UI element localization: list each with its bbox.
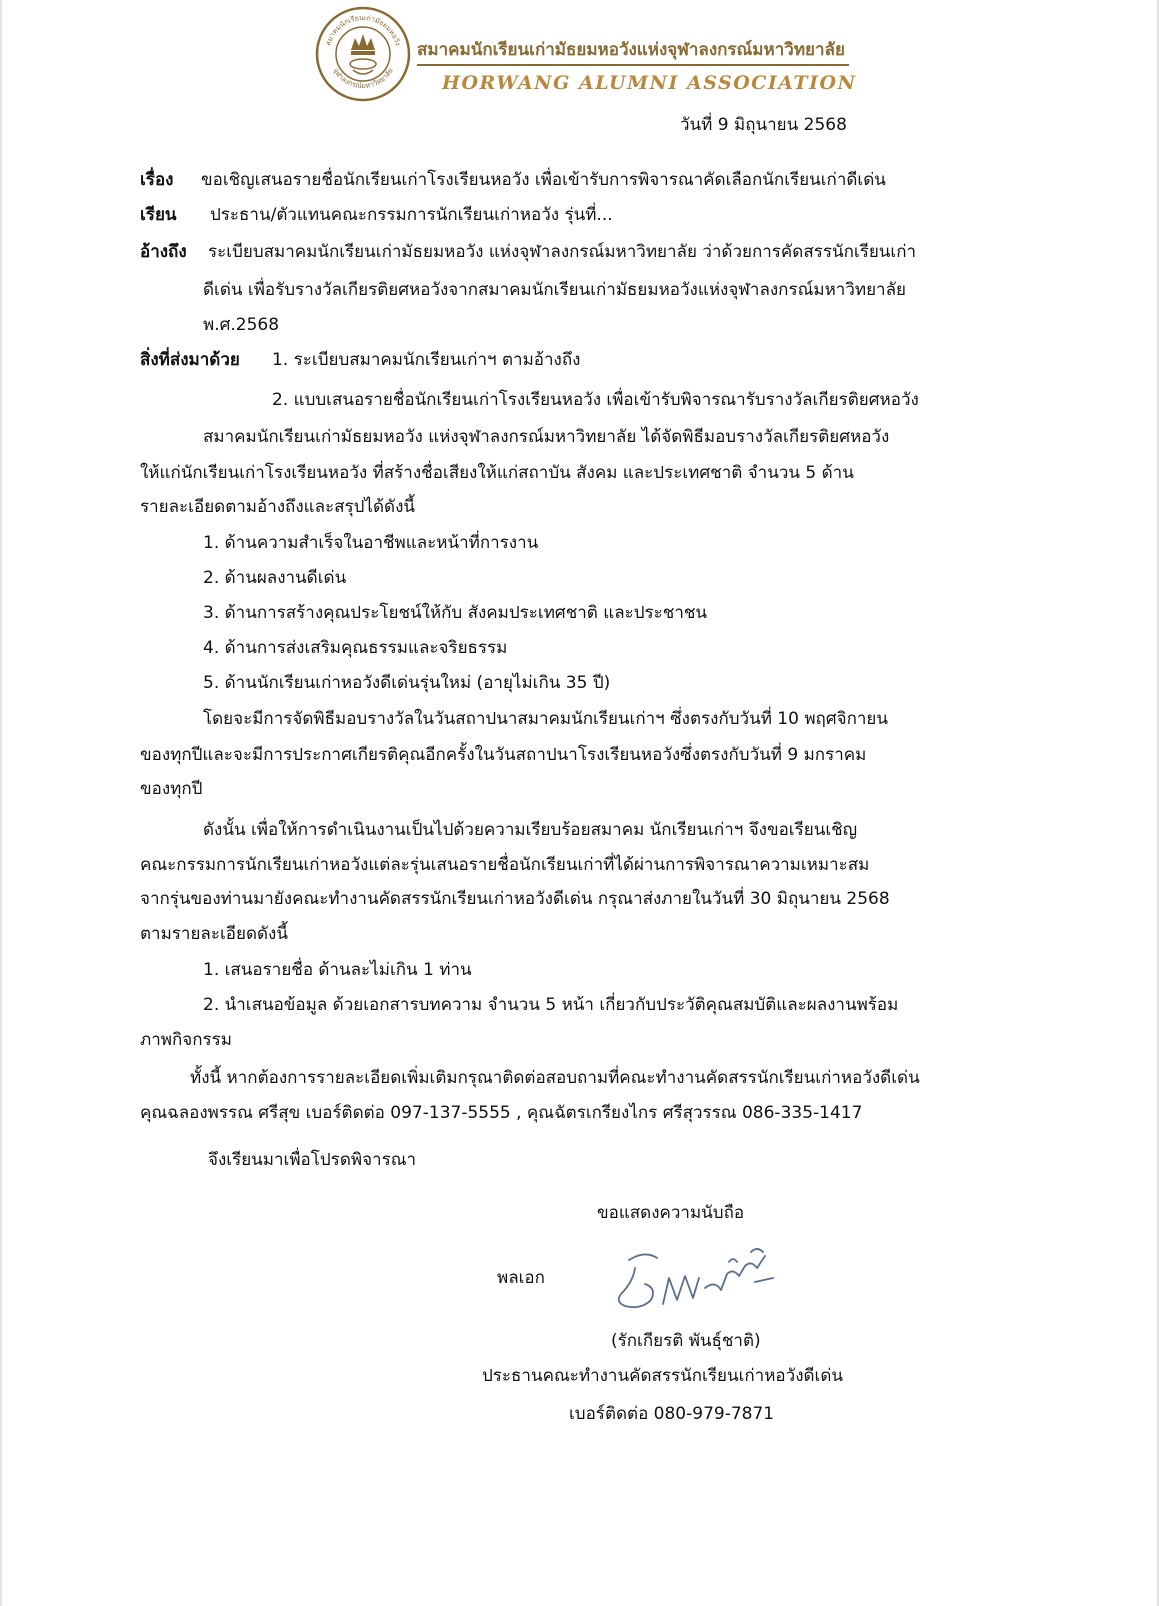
body-line: คณะกรรมการนักเรียนเก่าหอวังแต่ละรุ่นเสนอรายชื่อนักเรียนเก่าที่ได้ผ่านการพิจารณาความเหมาะสม [140,855,870,875]
signer-phone: เบอร์ติดต่อ 080-979-7871 [569,1404,775,1424]
body-line: ตามรายละเอียดดังนี้ [140,924,288,944]
body-line: ให้แก่นักเรียนเก่าโรงเรียนหอวัง ที่สร้างชื่อเสียงให้แก่สถาบัน สังคม และประเทศชาติ จำนวน 5 ด้าน [140,463,854,483]
requirement-item: ภาพกิจกรรม [140,1030,232,1050]
signer-position: ประธานคณะทำงานคัดสรรนักเรียนเก่าหอวังดีเด่น [482,1366,844,1386]
reference-line: พ.ศ.2568 [203,315,280,335]
letterhead [315,6,855,106]
enclosure-item: 2. แบบเสนอรายชื่อนักเรียนเก่าโรงเรียนหอวัง เพื่อเข้ารับพิจารณารับรางวัลเกียรติยศหอวัง [272,390,919,410]
contact-line: ทั้งนี้ หากต้องการรายละเอียดเพิ่มเติมกรุณาติดต่อสอบถามที่คณะทำงานคัดสรรนักเรียนเก่าหอวังดีเด่น [190,1068,920,1088]
subject-text: ขอเชิญเสนอรายชื่อนักเรียนเก่าโรงเรียนหอวัง เพื่อเข้ารับการพิจารณาคัดเลือกนักเรียนเก่าดีเด่น [201,170,886,190]
requirement-item: 1. เสนอรายชื่อ ด้านละไม่เกิน 1 ท่าน [203,960,472,980]
svg-text:สมาคมนักเรียนเก่ามัธยมหอวัง: สมาคมนักเรียนเก่ามัธยมหอวัง [324,13,402,47]
contact-line: คุณฉลองพรรณ ศรีสุข เบอร์ติดต่อ 097-137-5555 , คุณฉัตรเกรียงไกร ศรีสุวรรณ 086-335-1417 [140,1103,863,1123]
body-line: โดยจะมีการจัดพิธีมอบรางวัลในวันสถาปนาสมาคมนักเรียนเก่าฯ ซึ่งตรงกับวันที่ 10 พฤศจิกายน [203,709,889,729]
body-line: ดังนั้น เพื่อให้การดำเนินงานเป็นไปด้วยความเรียบร้อยสมาคม นักเรียนเก่าฯ จึงขอเรียนเชิญ [203,820,858,840]
body-line: ของทุกปี [140,779,203,799]
org-name-english: HORWANG ALUMNI ASSOCIATION [442,72,857,94]
svg-text:จุฬาลงกรณ์มหาวิทยาลัย: จุฬาลงกรณ์มหาวิทยาลัย [331,66,395,91]
closing-line: จึงเรียนมาเพื่อโปรดพิจารณา [208,1150,417,1170]
enclosures-label: สิ่งที่ส่งมาด้วย [140,350,240,370]
association-seal-logo [315,6,411,102]
handwritten-signature [605,1238,795,1328]
letter-date: วันที่ 9 มิถุนายน 2568 [680,115,847,135]
page-edge-left [0,0,2,1606]
body-line: รายละเอียดตามอ้างถึงและสรุปได้ดังนี้ [140,497,416,517]
header-divider [417,64,849,66]
reference-line: ระเบียบสมาคมนักเรียนเก่ามัธยมหอวัง แห่งจุฬาลงกรณ์มหาวิทยาลัย ว่าด้วยการคัดสรรนักเรียนเก่า [208,242,917,262]
category-item: 5. ด้านนักเรียนเก่าหอวังดีเด่นรุ่นใหม่ (อายุไม่เกิน 35 ปี) [203,673,611,693]
regards-text: ขอแสดงความนับถือ [597,1203,745,1223]
org-name-thai: สมาคมนักเรียนเก่ามัธยมหอวังแห่งจุฬาลงกรณ์มหาวิทยาลัย [417,40,845,60]
category-item: 3. ด้านการสร้างคุณประโยชน์ให้กับ สังคมประเทศชาติ และประชาชน [203,603,708,623]
body-line: สมาคมนักเรียนเก่ามัธยมหอวัง แห่งจุฬาลงกรณ์มหาวิทยาลัย ได้จัดพิธีมอบรางวัลเกียรติยศหอวัง [203,427,890,447]
recipient-text: ประธาน/ตัวแทนคณะกรรมการนักเรียนเก่าหอวัง รุ่นที่... [210,205,613,225]
enclosure-item: 1. ระเบียบสมาคมนักเรียนเก่าฯ ตามอ้างถึง [272,350,581,370]
category-item: 2. ด้านผลงานดีเด่น [203,568,347,588]
signer-name: (รักเกียรติ พันธุ์ชาติ) [611,1331,761,1351]
category-item: 1. ด้านความสำเร็จในอาชีพและหน้าที่การงาน [203,533,539,553]
category-item: 4. ด้านการส่งเสริมคุณธรรมและจริยธรรม [203,638,508,658]
recipient-label: เรียน [140,205,177,225]
body-line: ของทุกปีและจะมีการประกาศเกียรติคุณอีกครั้งในวันสถาปนาโรงเรียนหอวังซึ่งตรงกับวันที่ 9 มกราคม [140,745,867,765]
requirement-item: 2. นำเสนอข้อมูล ด้วยเอกสารบทความ จำนวน 5 หน้า เกี่ยวกับประวัติคุณสมบัติและผลงานพร้อม [203,995,899,1015]
reference-label: อ้างถึง [140,242,187,262]
body-line: จากรุ่นของท่านมายังคณะทำงานคัดสรรนักเรียนเก่าหอวังดีเด่น กรุณาส่งภายในวันที่ 30 มิถุนายน 2568 [140,889,890,909]
reference-line: ดีเด่น เพื่อรับรางวัลเกียรติยศหอวังจากสมาคมนักเรียนเก่ามัธยมหอวังแห่งจุฬาลงกรณ์มหาวิทยาลัย [203,280,906,300]
subject-label: เรื่อง [140,170,174,190]
signer-rank: พลเอก [497,1268,545,1288]
